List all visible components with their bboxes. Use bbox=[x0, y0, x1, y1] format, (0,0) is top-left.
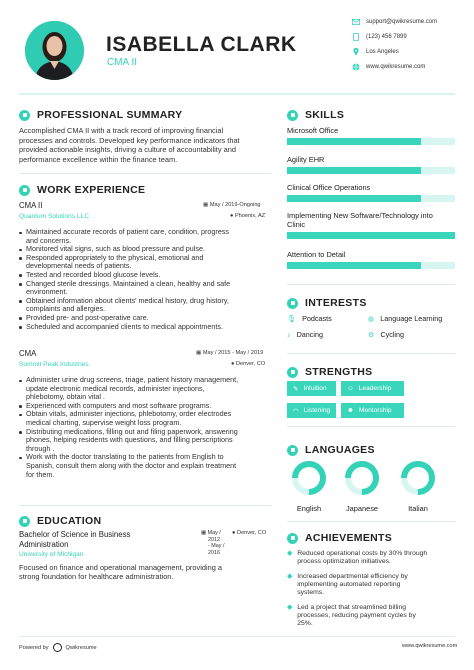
qwikresume-logo-icon bbox=[53, 643, 62, 652]
skill-bar-fill bbox=[287, 138, 421, 145]
skill-item: Implementing New Software/Technology into Clinic bbox=[287, 211, 455, 239]
achievements-heading: ACHIEVEMENTS bbox=[287, 532, 392, 544]
globe-icon bbox=[352, 63, 360, 71]
paper-plane-icon bbox=[287, 298, 298, 309]
phone-icon bbox=[352, 33, 360, 41]
education-description: Focused on finance and operational management, providing a strong foundation for healthcare administration. bbox=[19, 563, 222, 581]
list-item: Changed sterile dressings. Maintained a clean, healthy and safe environment. bbox=[19, 280, 271, 297]
skill-bar-fill bbox=[287, 167, 421, 174]
job-location: ● Phoenix, AZ bbox=[230, 213, 266, 219]
skill-item: Attention to Detail bbox=[287, 250, 455, 269]
company-name: Quantum Solutions LLC bbox=[19, 213, 90, 220]
skill-bar-fill bbox=[287, 232, 455, 239]
list-item: Responded appropriately to the physical, emotional and developmental needs of patients. bbox=[19, 254, 271, 271]
skill-item: Agility EHR bbox=[287, 155, 455, 174]
footer-url[interactable]: www.qwikresume.com bbox=[402, 643, 458, 649]
location-pin-icon: ● bbox=[231, 361, 235, 367]
interests-heading: INTERESTS bbox=[287, 297, 367, 309]
avatar bbox=[25, 21, 84, 80]
list-item: Obtained information about clients' medical history, drug history, complaints and allergies. bbox=[19, 297, 271, 314]
contact-location: Los Angeles bbox=[352, 48, 399, 56]
section-divider bbox=[19, 173, 271, 174]
list-item: Scheduled and accompanied clients to medical appointments. bbox=[19, 323, 271, 332]
contact-phone[interactable]: (123) 456 7899 bbox=[352, 33, 407, 41]
summary-heading: PROFESSIONAL SUMMARY bbox=[19, 109, 182, 121]
list-item: Monitored vital signs, such as blood pressure and pulse. bbox=[19, 245, 271, 254]
job-title: CMA bbox=[19, 349, 37, 358]
skill-bar bbox=[287, 195, 455, 202]
job-dates: ▦ May / 2015 - May / 2019 bbox=[196, 350, 264, 356]
trophy-icon bbox=[287, 533, 298, 544]
calendar-icon: ▦ bbox=[203, 202, 209, 208]
achievement-icon: ◆ bbox=[287, 573, 293, 580]
job-title: CMA II bbox=[19, 201, 43, 210]
list-item: Distributing medications, filling out and filing paperwork, answering phones, helping residents with questions, and filling perscriptions through . bbox=[19, 428, 271, 454]
microphone-icon: 🎙︎ bbox=[287, 314, 297, 323]
section-divider bbox=[287, 426, 455, 427]
education-heading: EDUCATION bbox=[19, 515, 101, 527]
skill-bar bbox=[287, 138, 455, 145]
skill-bar bbox=[287, 232, 455, 239]
candidate-name: ISABELLA CLARK bbox=[106, 33, 297, 56]
location-pin-icon: ● bbox=[232, 530, 236, 536]
strength-pill: ✎ Intuition bbox=[287, 381, 336, 396]
language-item: English bbox=[289, 460, 329, 513]
achievement-icon: ◆ bbox=[287, 550, 293, 557]
language-gauge bbox=[291, 460, 327, 496]
school-name: University of Michigan bbox=[19, 551, 84, 558]
wand-icon: ✎ bbox=[293, 385, 299, 393]
section-divider bbox=[287, 353, 455, 354]
dance-icon: ♪ bbox=[287, 330, 291, 339]
calendar-icon: ▦ bbox=[196, 350, 202, 356]
strengths-heading: STRENGTHS bbox=[287, 366, 372, 378]
list-item: Obtain vitals, administer injections, phlebotomy, order electrodes medical charting, supervise weight loss program. bbox=[19, 410, 271, 427]
list-item: Tested and recorded blood glucose levels. bbox=[19, 271, 271, 280]
thumbs-up-icon bbox=[287, 367, 298, 378]
list-item: Administer urine drug screens, triage, patient history management, update electronic medical records, administer injections, phlebotomy, obtain vital . bbox=[19, 376, 271, 402]
headphones-icon: ◠ bbox=[293, 407, 299, 415]
skill-item: Clinical Office Operations bbox=[287, 183, 455, 202]
candidate-role: CMA II bbox=[107, 57, 138, 68]
achievement-item: ◆ Led a project that streamlined billing processes, reducing payment cycles by 25%. bbox=[287, 604, 416, 628]
globe-icon: ◍ bbox=[368, 314, 375, 323]
location-pin-icon bbox=[352, 48, 360, 56]
group-icon: ☻ bbox=[347, 407, 354, 414]
education-location: ● Denver, CO bbox=[232, 530, 267, 536]
language-gauge bbox=[344, 460, 380, 496]
company-name: Summit Peak Industries bbox=[19, 361, 89, 368]
achievement-item: ◆ Increased departmental efficiency by implementing automated reporting systems. bbox=[287, 573, 408, 597]
skill-bar bbox=[287, 262, 455, 269]
education-dates: ▦ May / 2012 - May / 2016 bbox=[201, 530, 225, 556]
achievement-icon: ◆ bbox=[287, 604, 293, 611]
people-icon: ☺ bbox=[347, 385, 354, 392]
strength-pill: ◠ Listening bbox=[287, 403, 336, 418]
job-dates: ▦ May / 2019-Ongoing bbox=[203, 202, 261, 208]
gear-icon bbox=[19, 185, 30, 196]
skill-item: Microsoft Office bbox=[287, 126, 455, 145]
speech-bubble-icon bbox=[287, 445, 298, 456]
location-pin-icon: ● bbox=[230, 213, 234, 219]
skills-heading: SKILLS bbox=[287, 109, 344, 121]
list-item: Work with the doctor translating to the patients from English to Spanish, consult them along with the doctor and explain treatment for them. bbox=[19, 453, 271, 479]
interest-item: 🎙︎ Podcasts bbox=[287, 314, 332, 323]
list-item: Provided pre- and post-operative care. bbox=[19, 314, 271, 323]
achievement-item: ◆ Reduced operational costs by 30% through process optimization initiatives. bbox=[287, 550, 428, 566]
skill-bar-fill bbox=[287, 262, 421, 269]
experience-heading: WORK EXPERIENCE bbox=[19, 184, 145, 196]
footer-brand[interactable]: Powered by Qwikresume bbox=[19, 644, 97, 651]
summary-text: Accomplished CMA II with a track record of improving financial processes and controls. Developed key performance indicators that provided actionable insights, driving a culture of accountability and performance excellence within the finance team. bbox=[19, 126, 240, 164]
footer-divider bbox=[19, 636, 455, 637]
job-location: ● Denver, CO bbox=[231, 361, 266, 367]
interest-item: ♪ Dancing bbox=[287, 330, 323, 339]
graduation-cap-icon bbox=[19, 516, 30, 527]
section-divider bbox=[287, 521, 455, 522]
list-item: Maintained accurate records of patient care, condition, progress and concerns. bbox=[19, 228, 271, 245]
language-gauge bbox=[400, 460, 436, 496]
bicycle-icon: ⚙ bbox=[368, 330, 375, 339]
contact-website[interactable]: www.qwikresume.com bbox=[352, 63, 425, 71]
degree-title: Bachelor of Science in Business Administration bbox=[19, 530, 131, 549]
strength-pill: ☺ Leadership bbox=[341, 381, 404, 396]
section-divider bbox=[287, 284, 455, 285]
interest-item: ⚙ Cycling bbox=[368, 330, 405, 339]
list-item: Experienced with computers and most software programs. bbox=[19, 402, 271, 411]
lightbulb-icon bbox=[287, 110, 298, 121]
person-icon bbox=[19, 110, 30, 121]
envelope-icon bbox=[352, 18, 360, 26]
job-bullets bbox=[19, 376, 271, 479]
skill-bar-fill bbox=[287, 195, 421, 202]
job-bullets bbox=[19, 228, 271, 331]
skill-bar bbox=[287, 167, 455, 174]
section-divider bbox=[19, 505, 271, 506]
language-item: Japanese bbox=[342, 460, 382, 513]
calendar-icon: ▦ bbox=[201, 530, 207, 536]
language-item: Italian bbox=[398, 460, 438, 513]
languages-heading: LANGUAGES bbox=[287, 444, 375, 456]
header-divider bbox=[19, 93, 455, 95]
interest-item: ◍ Language Learning bbox=[368, 314, 443, 323]
contact-email[interactable]: support@qwikresume.com bbox=[352, 18, 437, 26]
strength-pill: ☻ Mentorship bbox=[341, 403, 404, 418]
